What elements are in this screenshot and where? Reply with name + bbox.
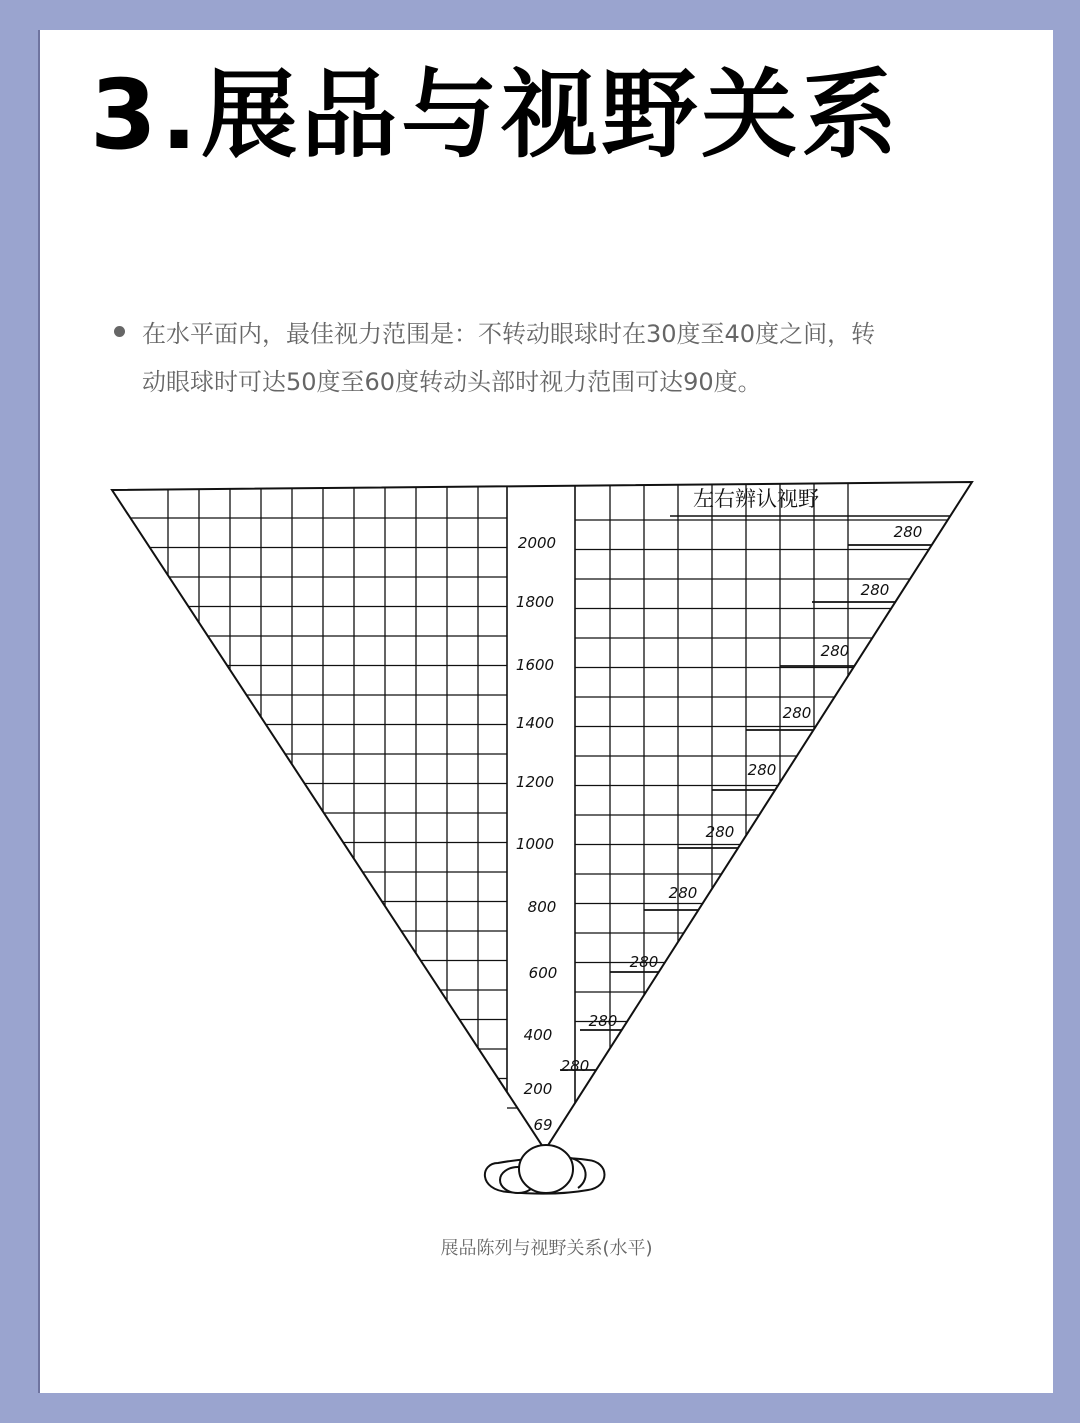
distance-label: 200 bbox=[523, 1080, 553, 1098]
page bbox=[38, 30, 1053, 1393]
step-lines bbox=[560, 516, 950, 1070]
width-label: 280 bbox=[560, 1057, 590, 1075]
width-label: 280 bbox=[860, 581, 890, 599]
field-header-label: 左右辨认视野 bbox=[693, 487, 819, 511]
viewer-head-icon bbox=[485, 1145, 605, 1194]
distance-label: 1400 bbox=[515, 714, 555, 732]
width-label: 280 bbox=[747, 761, 777, 779]
distance-label: 1800 bbox=[515, 593, 555, 611]
width-label: 280 bbox=[588, 1012, 618, 1030]
distance-label: 600 bbox=[528, 964, 558, 982]
width-label: 280 bbox=[705, 823, 735, 841]
page-title: 3.展品与视野关系 bbox=[90, 59, 902, 171]
distance-label: 69 bbox=[533, 1116, 553, 1134]
distance-label: 800 bbox=[527, 898, 557, 916]
distance-label: 2000 bbox=[517, 534, 557, 552]
distance-label: 400 bbox=[523, 1026, 553, 1044]
field-triangle-outline bbox=[112, 482, 972, 1150]
distance-label: 1600 bbox=[515, 656, 555, 674]
width-label: 280 bbox=[629, 953, 659, 971]
distance-label: 1000 bbox=[515, 835, 555, 853]
width-label: 280 bbox=[893, 523, 923, 541]
width-label: 280 bbox=[668, 884, 698, 902]
bullet-line-2: 动眼球时可达50度至60度转动头部时视力范围可达90度。 bbox=[142, 368, 762, 396]
diagram-caption: 展品陈列与视野关系(水平) bbox=[440, 1238, 653, 1259]
diagram-labels bbox=[516, 487, 922, 1134]
width-label: 280 bbox=[820, 642, 850, 660]
bullet-line-1: 在水平面内，最佳视力范围是：不转动眼球时在30度至40度之间，转 bbox=[142, 320, 876, 348]
width-label: 280 bbox=[782, 704, 812, 722]
grid-lines bbox=[112, 482, 972, 1150]
visual-field-diagram bbox=[40, 30, 1053, 1230]
distance-label: 1200 bbox=[515, 773, 555, 791]
